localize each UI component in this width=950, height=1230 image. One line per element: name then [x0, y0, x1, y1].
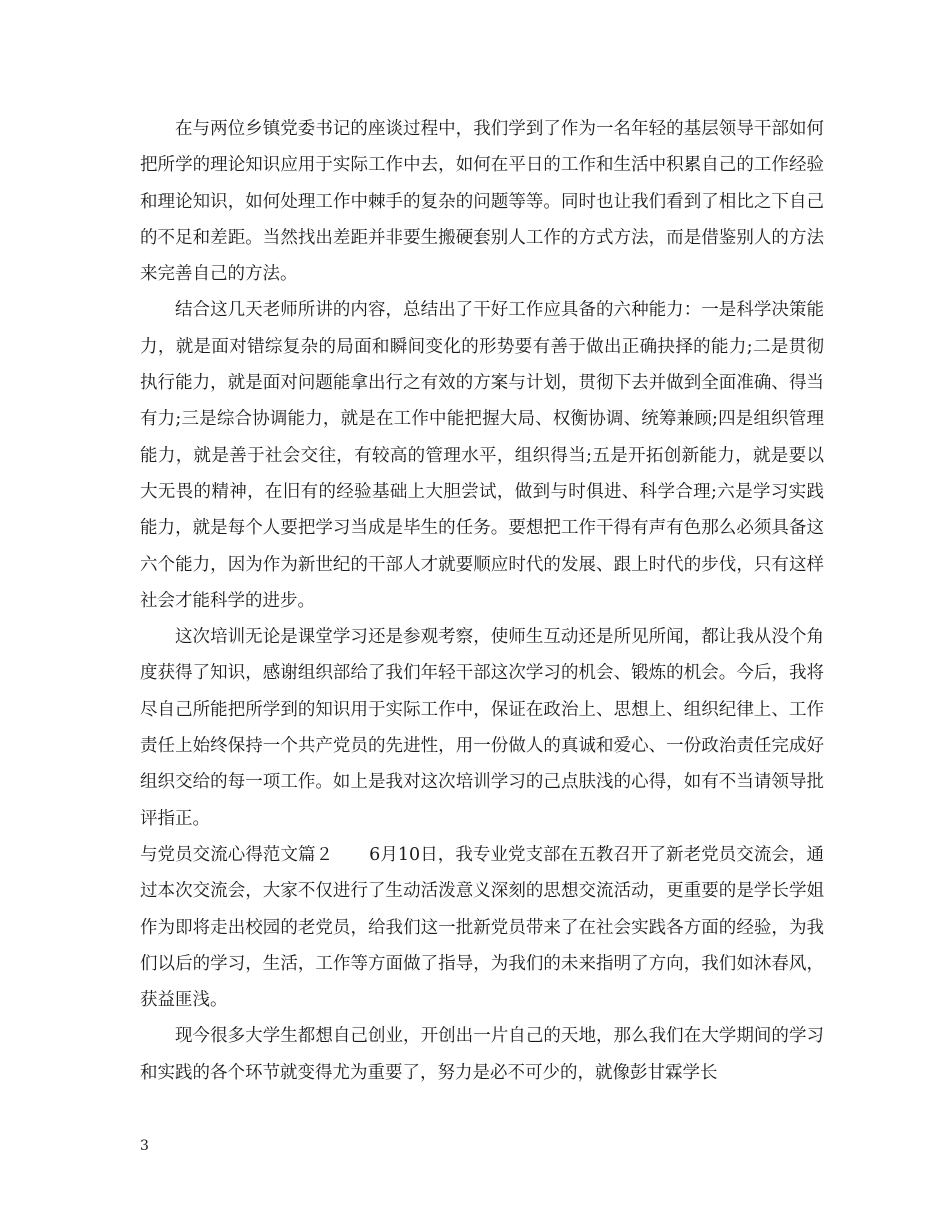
page-number: 3	[140, 1138, 149, 1154]
paragraph-training-summary: 这次培训无论是课堂学习还是参观考察，使师生互动还是所见所闻，都让我从没个角度获得了知识，感谢组织部给了我们年轻干部这次学习的机会、锻炼的机会。今后，我将尽自己所能把所学到的知识用于实际工作中，保证在政治上、思想上、组织纪律上、工作责任上始终保持一个共产党员的先进性，用一份做人的真诚和爱心、一份政治责任完成好组织交给的每一项工作。如上是我对这次培训学习的己点肤浅的心得，如有不当请领导批评指正。	[140, 627, 824, 829]
article-paragraph-1: 6月10日，我专业党支部在五教召开了新老党员交流会，通过本次交流会，大家不仅进行了生动活泼意义深刻的思想交流活动，更重要的是学长学姐作为即将走出校园的老党员，给我们这一批新党员带来了在社会实践各方面的经验，为我们以后的学习，生活，工作等方面做了指导，为我们的未来指明了方向，我们如沐春风，获益匪浅。	[140, 844, 824, 1011]
document-body	[140, 111, 824, 1091]
paragraph-seminar: 在与两位乡镇党委书记的座谈过程中，我们学到了作为一名年轻的基层领导干部如何把所学的理论知识应用于实际工作中去，如何在平日的工作和生活中积累自己的工作经验和理论知识，如何处理工作中棘手的复杂的问题等等。同时也让我们看到了相比之下自己的不足和差距。当然找出差距并非要生搬硬套别人工作的方式方法，而是借鉴别人的方法来完善自己的方法。	[140, 119, 824, 285]
paragraph-article-start	[140, 837, 824, 1018]
paragraph-entrepreneurship: 现今很多大学生都想自己创业，开创出一片自己的天地，那么我们在大学期间的学习和实践的各个环节就变得尤为重要了，努力是必不可少的，就像彭甘霖学长	[140, 1026, 824, 1083]
paragraph-six-abilities: 结合这几天老师所讲的内容，总结出了干好工作应具备的六种能力：一是科学决策能力，就是面对错综复杂的局面和瞬间变化的形势要有善于做出正确抉择的能力;二是贯彻执行能力，就是面对问题能拿出行之有效的方案与计划，贯彻下去并做到全面准确、得当有力;三是综合协调能力，就是在工作中能把握大局、权衡协调、统筹兼顾;四是组织管理能力，就是善于社会交往，有较高的管理水平，组织得当;五是开拓创新能力，就是要以大无畏的精神，在旧有的经验基础上大胆尝试，做到与时俱进、科学合理;六是学习实践能力，就是每个人要把学习当成是毕生的任务。要想把工作干得有声有色那么必须具备这六个能力，因为作为新世纪的干部人才就要顺应时代的发展、跟上时代的步伐，只有这样社会才能科学的进步。	[140, 300, 824, 611]
article-heading: 与党员交流心得范文篇２	[140, 844, 334, 865]
